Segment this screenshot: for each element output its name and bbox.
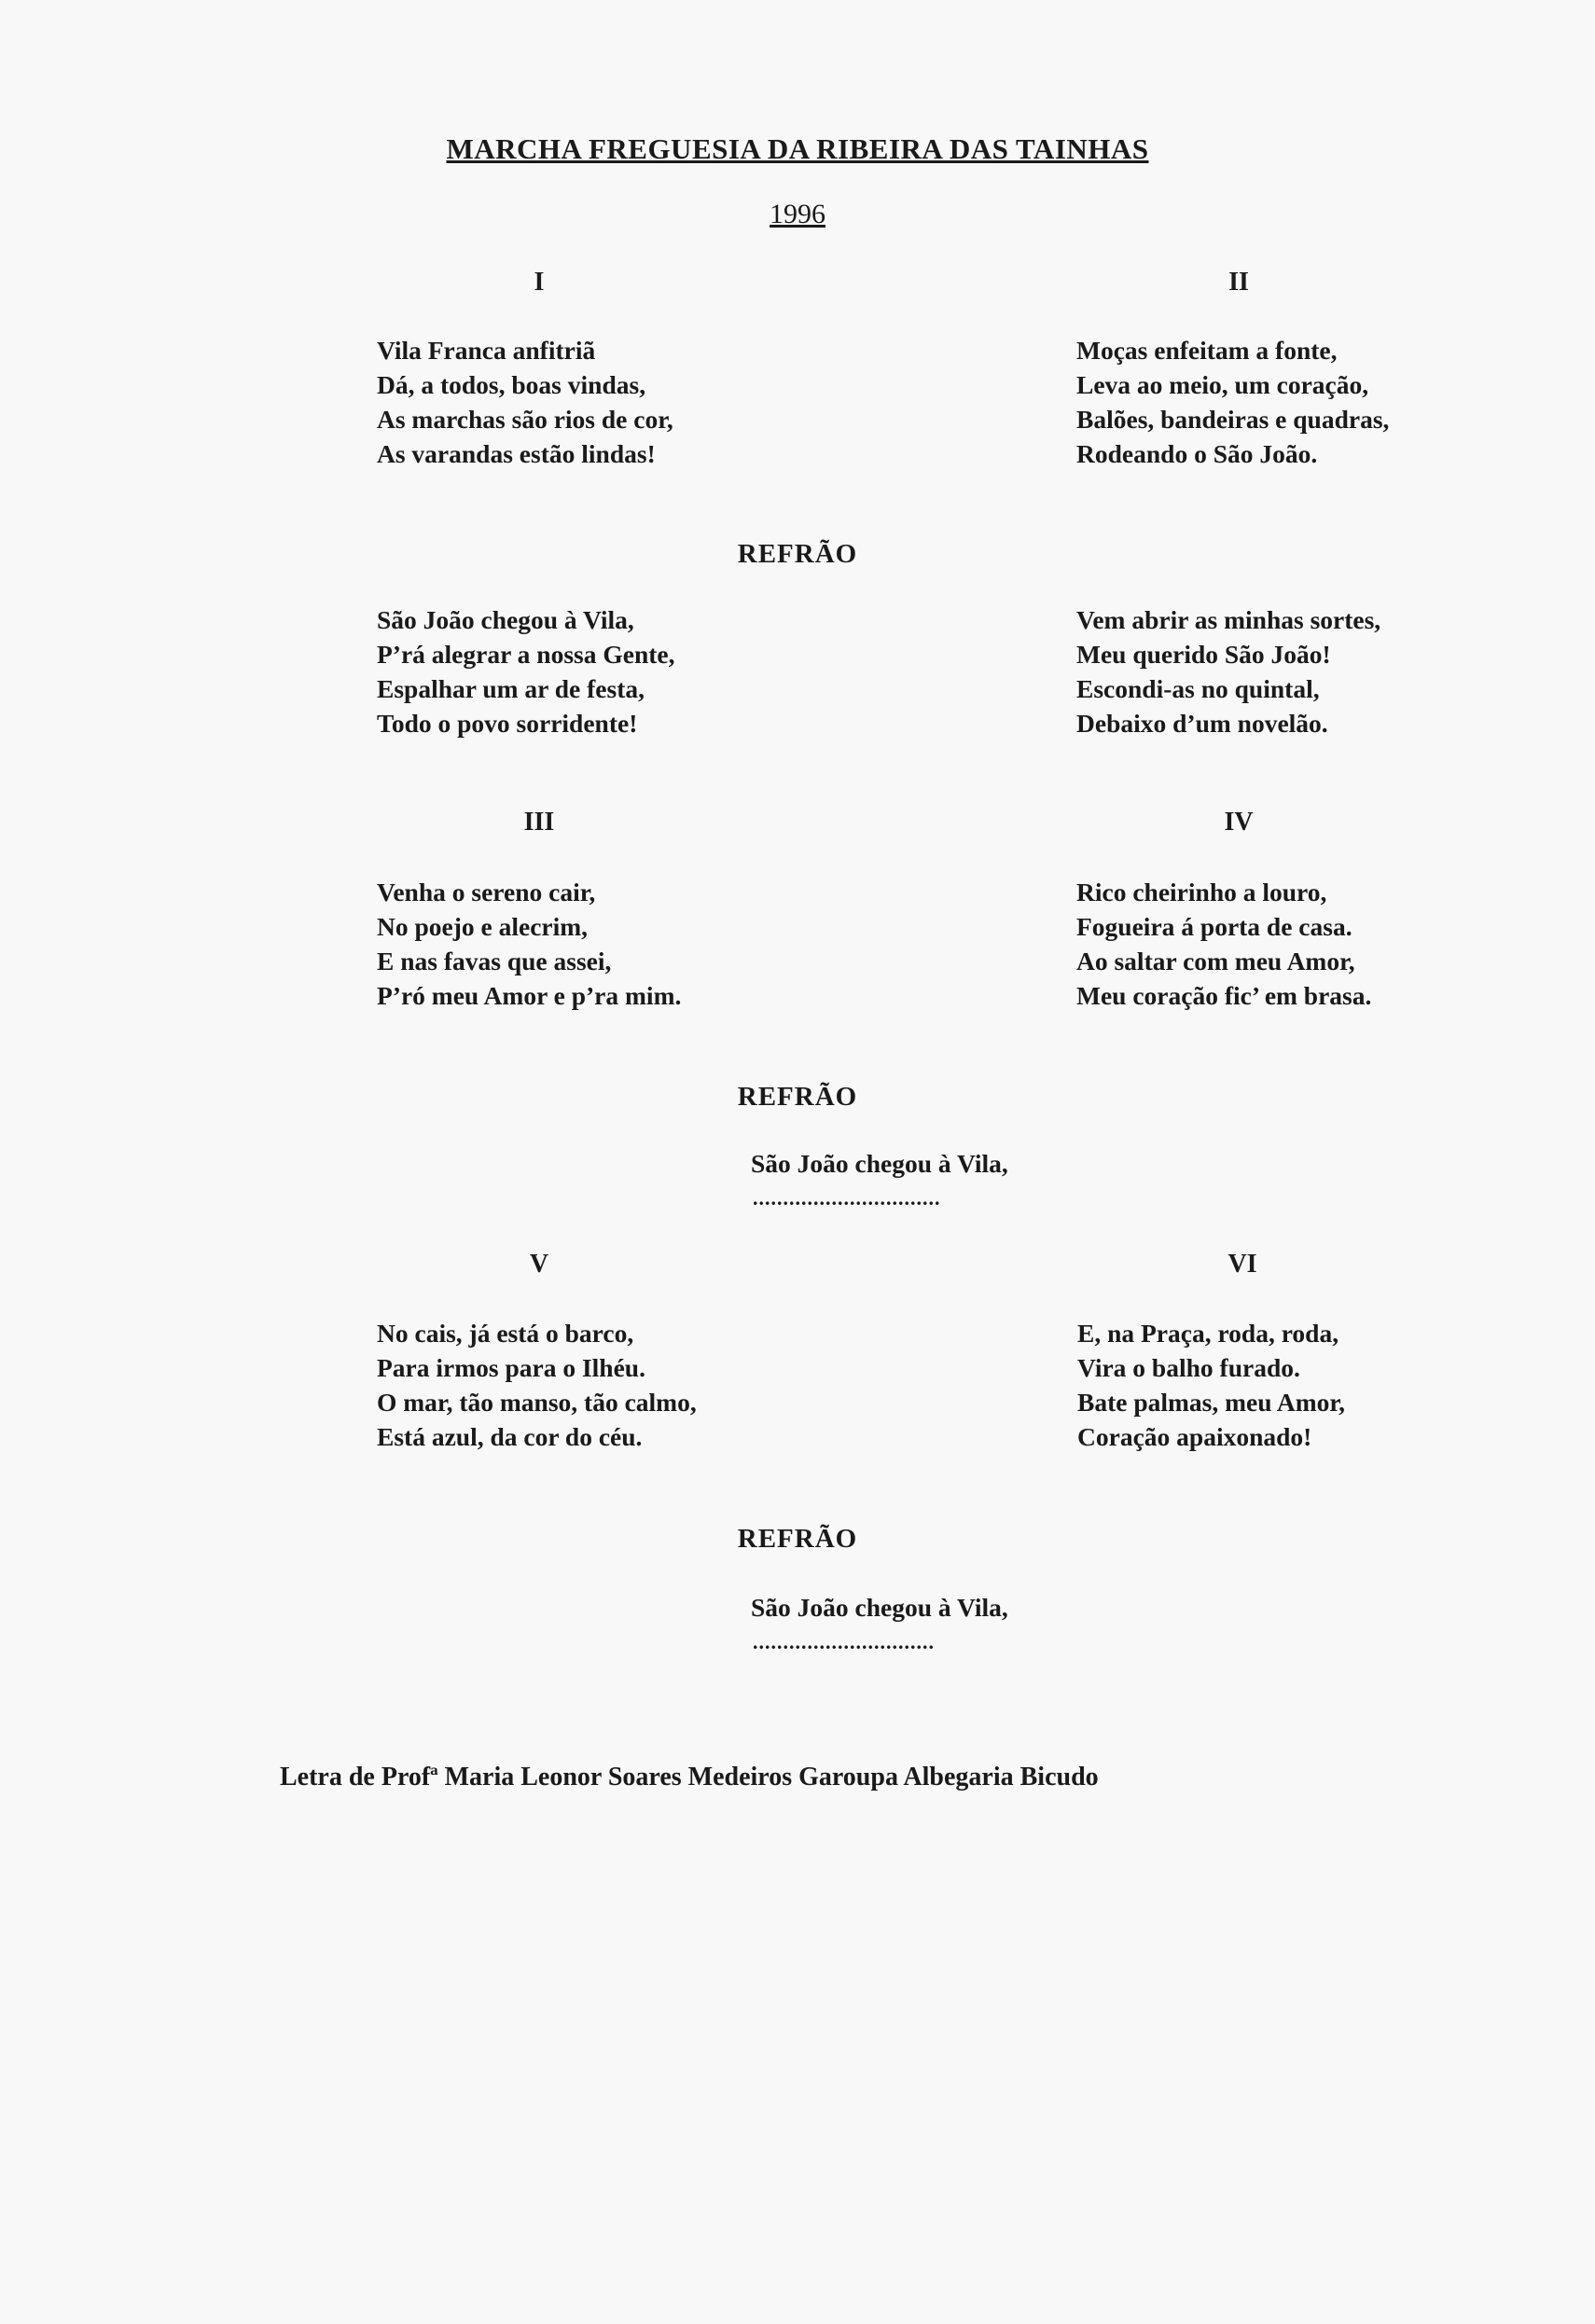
stanza-line: Está azul, da cor do céu.	[377, 1422, 643, 1451]
stanza-number-5: V	[529, 1250, 549, 1279]
refrain-1-left	[377, 602, 675, 740]
refrain-label-3: REFRÃO	[737, 1524, 858, 1554]
stanza-line: P’ró meu Amor e p’ra mim.	[377, 981, 682, 1010]
stanza-4	[1076, 875, 1371, 1013]
stanza-line: Coração apaixonado!	[1077, 1422, 1312, 1451]
stanza-line: Meu coração fic’ em brasa.	[1076, 981, 1372, 1010]
stanza-line: Vira o balho furado.	[1077, 1353, 1300, 1382]
refrain-2-ellipsis: ...............................	[753, 1186, 941, 1210]
stanza-number-1: I	[534, 268, 545, 297]
page-title: MARCHA FREGUESIA DA RIBEIRA DAS TAINHAS	[446, 132, 1149, 165]
stanza-line: O mar, tão manso, tão calmo,	[377, 1388, 697, 1417]
stanza-line: Ao saltar com meu Amor,	[1076, 947, 1355, 975]
author-credit: Letra de Profª Maria Leonor Soares Medeiros Garoupa Albegaria Bicudo	[280, 1763, 1099, 1791]
stanza-line: Rodeando o São João.	[1076, 439, 1318, 468]
refrain-line: Todo o povo sorridente!	[377, 709, 638, 738]
stanza-line: Rico cheirinho a louro,	[1076, 878, 1327, 906]
stanza-line: Para irmos para o Ilhéu.	[377, 1353, 645, 1382]
stanza-line: As varandas estão lindas!	[377, 439, 656, 468]
stanza-number-2: II	[1228, 268, 1249, 297]
refrain-line: P’rá alegrar a nossa Gente,	[377, 640, 675, 669]
stanza-1	[377, 333, 673, 471]
refrain-line: Vem abrir as minhas sortes,	[1076, 605, 1381, 634]
year: 1996	[770, 199, 825, 229]
stanza-line: Moças enfeitam a fonte,	[1076, 336, 1338, 365]
stanza-line: E, na Praça, roda, roda,	[1077, 1319, 1339, 1348]
refrain-line: Debaixo d’um novelão.	[1076, 709, 1328, 738]
refrain-line: Espalhar um ar de festa,	[377, 674, 645, 703]
refrain-3-ellipsis: ..............................	[753, 1630, 935, 1653]
stanza-5	[377, 1316, 697, 1454]
refrain-label-1: REFRÃO	[737, 539, 858, 569]
stanza-line: E nas favas que assei,	[377, 947, 612, 975]
refrain-1-right	[1076, 602, 1380, 740]
refrain-label-2: REFRÃO	[737, 1082, 858, 1112]
stanza-number-6: VI	[1227, 1250, 1257, 1279]
refrain-line: Escondi-as no quintal,	[1076, 674, 1320, 703]
stanza-line: Bate palmas, meu Amor,	[1077, 1388, 1345, 1417]
stanza-number-3: III	[523, 808, 555, 837]
stanza-line: Leva ao meio, um coração,	[1076, 370, 1369, 399]
stanza-number-4: IV	[1224, 808, 1254, 837]
stanza-line: No cais, já está o barco,	[377, 1319, 634, 1348]
stanza-6	[1077, 1316, 1345, 1454]
refrain-line: São João chegou à Vila,	[377, 605, 634, 634]
stanza-line: Balões, bandeiras e quadras,	[1076, 405, 1390, 434]
stanza-line: Vila Franca anfitriã	[377, 336, 596, 365]
refrain-3-first-line: São João chegou à Vila,	[751, 1593, 1008, 1622]
stanza-line: No poejo e alecrim,	[377, 912, 589, 941]
stanza-line: Fogueira á porta de casa.	[1076, 912, 1352, 941]
stanza-line: As marchas são rios de cor,	[377, 405, 673, 434]
stanza-2	[1076, 333, 1389, 471]
stanza-line: Dá, a todos, boas vindas,	[377, 370, 646, 399]
stanza-3	[377, 875, 681, 1013]
refrain-line: Meu querido São João!	[1076, 640, 1331, 669]
stanza-line: Venha o sereno cair,	[377, 878, 596, 906]
refrain-2-first-line: São João chegou à Vila,	[751, 1149, 1008, 1178]
